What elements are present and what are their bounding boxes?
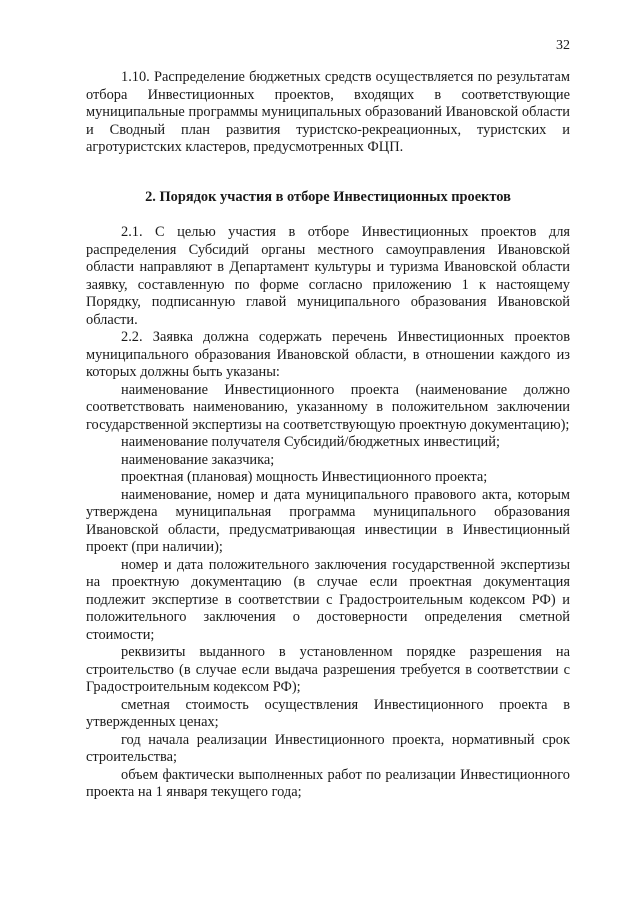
intro-block — [86, 69, 570, 157]
list-item-start-year: год начала реализации Инвестиционного проекта, нормативный срок строительства; — [86, 731, 570, 765]
list-item-recipient: наименование получателя Субсидий/бюджетных инвестиций; — [121, 434, 500, 450]
list-item-capacity: проектная (плановая) мощность Инвестиционного проекта; — [121, 469, 488, 485]
list-item-expertise: номер и дата положительного заключения государственной экспертизы на проектную документацию (в случае если проектная документация подлежит экспертизе в соответствии с Градостроительным кодексом РФ) и положительного заключения о достоверности определения сметной стоимости; — [86, 556, 570, 643]
paragraph-2-1: 2.1. С целью участия в отборе Инвестиционных проектов для распределения Субсидий органы местного самоуправления Ивановской области направляют в Департамент культуры и туризма Ивановской области заявку, составленную по форме согласно приложению 1 к настоящему Порядку, подписанную главой муниципального образования Ивановской области. — [86, 224, 570, 328]
list-item-permit: реквизиты выданного в установленном порядке разрешения на строительство (в случае если выдача разрешения требуется в соответствии с Градостроительным кодексом РФ); — [86, 644, 570, 695]
section-heading: 2. Порядок участия в отборе Инвестиционных проектов — [145, 189, 511, 205]
list-item-project-name: наименование Инвестиционного проекта (наименование должно соответствовать наименованию, указанному в положительном заключении государственной экспертизы на соответствующую проектную документацию); — [86, 381, 570, 433]
list-item-estimated-cost: сметная стоимость осуществления Инвестиционного проекта в утвержденных ценах; — [86, 696, 570, 730]
list-item-completed-work: объем фактически выполненных работ по реализации Инвестиционного проекта на 1 января текущего года; — [86, 766, 570, 800]
paragraph-2-2: 2.2. Заявка должна содержать перечень Инвестиционных проектов муниципального образования Ивановской области, в отношении каждого из которых должны быть указаны: — [86, 329, 570, 380]
paragraph-1-10: 1.10. Распределение бюджетных средств осуществляется по результатам отбора Инвестиционных проектов, входящих в соответствующие муниципальные программы муниципальных образований Ивановской области и Сводный план развития туристско-рекреационных, туристских и агротуристских кластеров, предусмотренных ФЦП. — [86, 69, 570, 155]
list-item-legal-act: наименование, номер и дата муниципального правового акта, которым утверждена муниципальная программа муниципального образования Ивановской области, предусматривающая инвестиции в Инвестиционный проект (при наличии); — [86, 486, 570, 555]
section-2-body — [86, 224, 570, 802]
page-number: 32 — [556, 38, 570, 53]
list-item-customer: наименование заказчика; — [121, 451, 275, 468]
